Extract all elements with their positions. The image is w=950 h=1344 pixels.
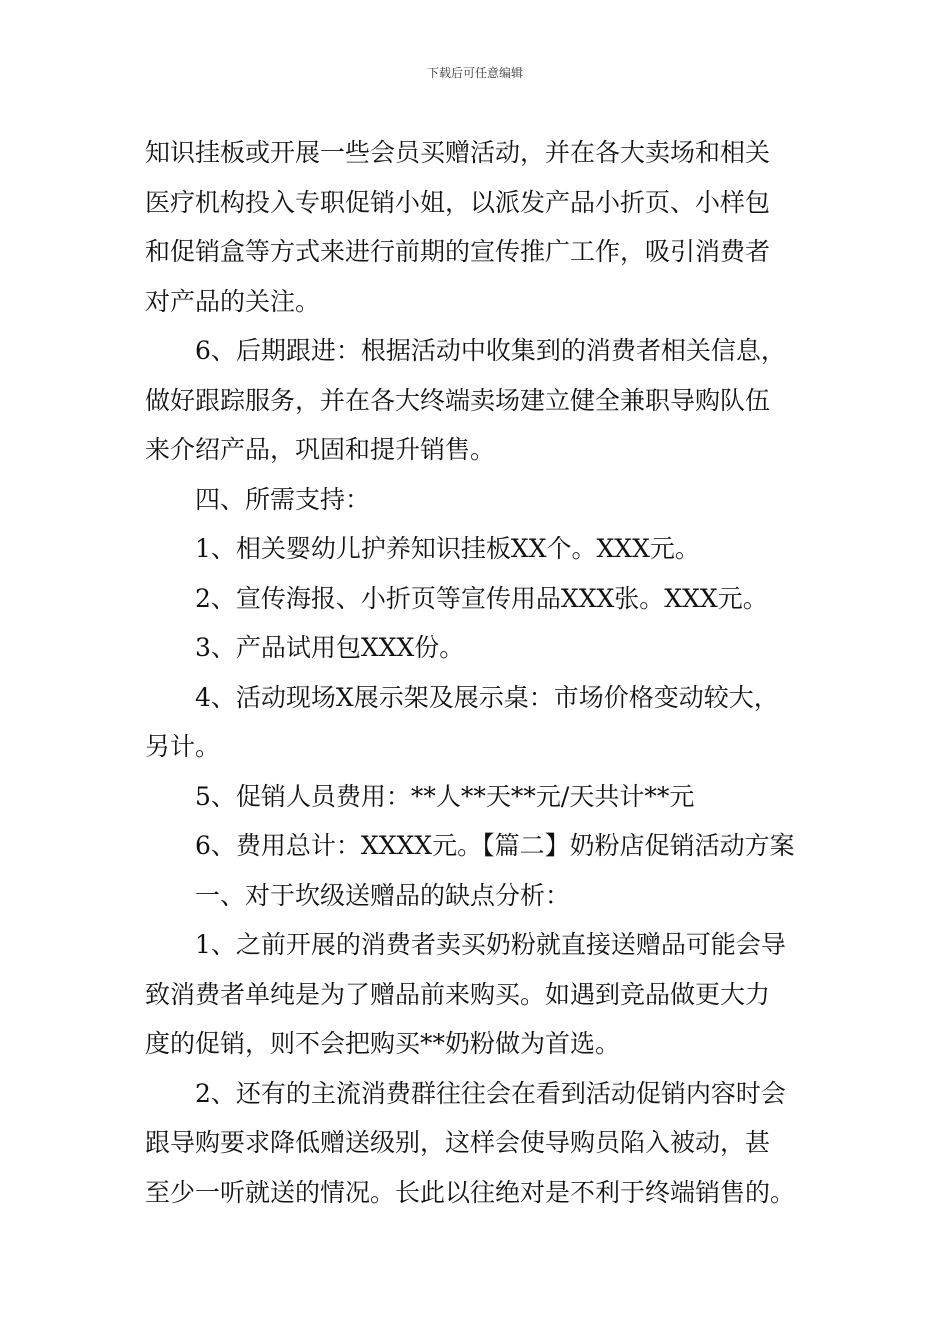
document-body: [145, 128, 810, 1217]
text-line: 5、促销人员费用：**人**天**元/天共计**元: [195, 781, 695, 811]
paragraph: [145, 673, 810, 772]
text-line: 做好跟踪服务，并在各大终端卖场建立健全兼职导购队伍: [145, 385, 771, 415]
paragraph: [145, 821, 810, 871]
paragraph: [145, 1069, 810, 1218]
text-line: 1、相关婴幼儿护养知识挂板XX个。XXX元。: [195, 534, 700, 563]
text-line: 对产品的关注。: [145, 286, 321, 316]
paragraph: [145, 128, 810, 326]
section-heading: 四、所需支持：: [195, 484, 371, 514]
text-line: 6、后期跟进：根据活动中收集到的消费者相关信息，: [195, 336, 786, 365]
text-line: 1、之前开展的消费者卖买奶粉就直接送赠品可能会导: [195, 930, 786, 959]
text-line: 另计。: [145, 732, 221, 761]
text-line: 致消费者单纯是为了赠品前来购买。如遇到竞品做更大力: [145, 979, 771, 1009]
section-heading: 一、对于坎级送赠品的缺点分析：: [195, 880, 571, 910]
text-line: 至少一听就送的情况。长此以往绝对是不利于终端销售的。: [145, 1177, 796, 1207]
paragraph: [145, 920, 810, 1069]
paragraph: [145, 772, 810, 822]
text-line: 3、产品试用包XXX份。: [195, 633, 465, 662]
text-line: 6、费用总计：XXXX元。【篇二】奶粉店促销活动方案: [195, 831, 795, 860]
text-line: 知识挂板或开展一些会员买赠活动，并在各大卖场和相关: [145, 138, 771, 167]
text-line: 2、宣传海报、小折页等宣传用品XXX张。XXX元。: [195, 583, 768, 613]
paragraph: [145, 475, 810, 525]
page-header: 下载后可任意编辑: [426, 66, 523, 80]
text-line: 和促销盒等方式来进行前期的宣传推广工作，吸引消费者: [145, 237, 771, 266]
paragraph: [145, 326, 810, 475]
text-line: 跟导购要求降低赠送级别，这样会使导购员陷入被动，甚: [145, 1128, 771, 1157]
paragraph: [145, 524, 810, 574]
paragraph: [145, 574, 810, 624]
paragraph: [145, 623, 810, 673]
text-line: 4、活动现场X展示架及展示桌：市场价格变动较大，: [195, 682, 779, 712]
text-line: 度的促销，则不会把购买**奶粉做为首选。: [145, 1029, 621, 1058]
text-line: 2、还有的主流消费群往往会在看到活动促销内容时会: [195, 1078, 786, 1108]
paragraph: [145, 871, 810, 921]
text-line: 来介绍产品，巩固和提升销售。: [145, 435, 496, 464]
text-line: 医疗机构投入专职促销小姐，以派发产品小折页、小样包: [145, 187, 771, 217]
